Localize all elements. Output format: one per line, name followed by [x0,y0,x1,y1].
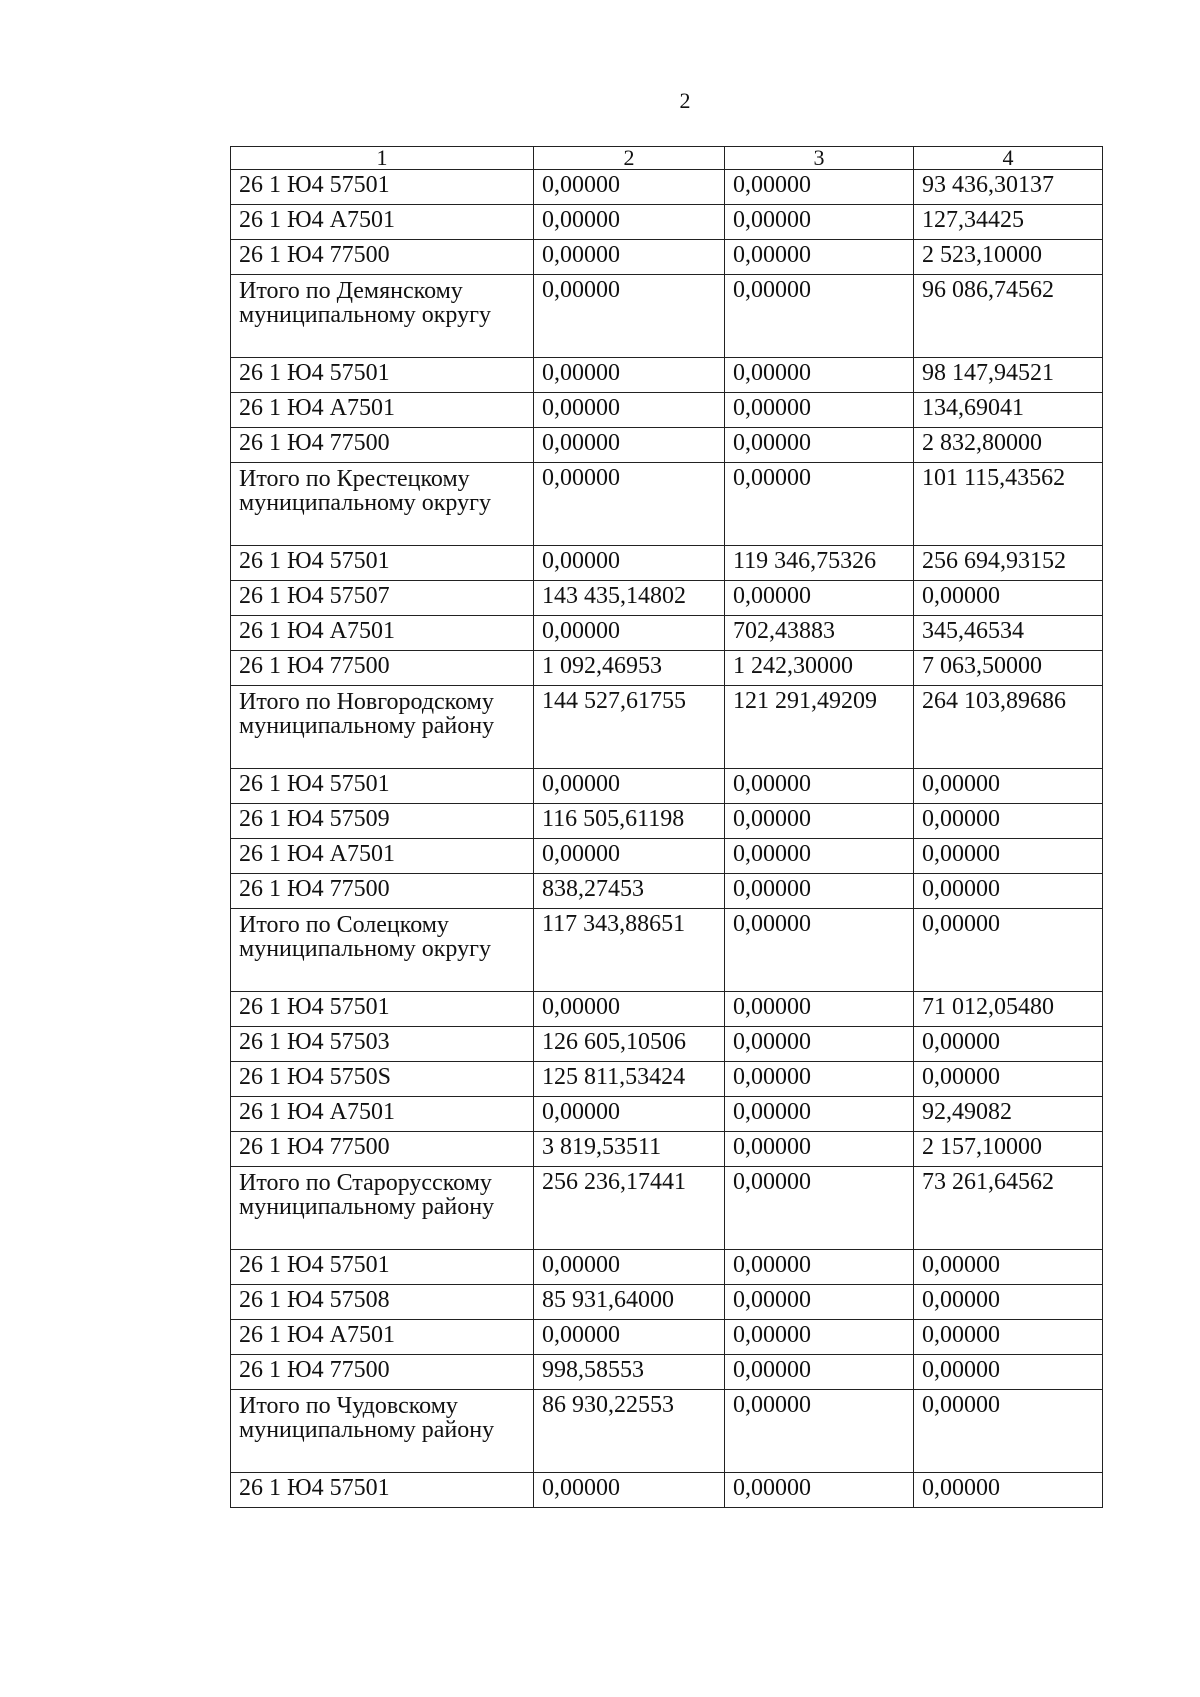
value-cell-col3: 0,00000 [725,1027,914,1062]
value-cell-col3: 0,00000 [725,1132,914,1167]
value-cell-col3: 0,00000 [725,804,914,839]
code-cell: 26 1 Ю4 57501 [231,992,534,1027]
value-cell-col4: 0,00000 [914,1320,1103,1355]
value-cell-col3: 121 291,49209 [725,686,914,769]
page-number: 2 [679,88,691,113]
value-cell-col2: 116 505,61198 [534,804,725,839]
code-cell: 26 1 Ю4 57503 [231,1027,534,1062]
value-cell-col3: 0,00000 [725,170,914,205]
value-cell-col3: 0,00000 [725,358,914,393]
table-row [231,1097,1103,1132]
value-cell-col3: 0,00000 [725,1285,914,1320]
column-header: 2 [534,147,725,170]
value-cell-col4: 0,00000 [914,839,1103,874]
code-cell: 26 1 Ю4 57508 [231,1285,534,1320]
code-cell: 26 1 Ю4 57501 [231,1250,534,1285]
value-cell-col2: 143 435,14802 [534,581,725,616]
table-row [231,581,1103,616]
code-cell: 26 1 Ю4 77500 [231,428,534,463]
table-row [231,992,1103,1027]
value-cell-col4: 71 012,05480 [914,992,1103,1027]
value-cell-col2: 0,00000 [534,616,725,651]
subtotal-label: Итого по Солецкому муниципальному округу [231,909,534,992]
value-cell-col4: 0,00000 [914,1062,1103,1097]
table-row [231,428,1103,463]
table-row [231,393,1103,428]
value-cell-col2: 0,00000 [534,358,725,393]
value-cell-col4: 96 086,74562 [914,275,1103,358]
value-cell-col4: 92,49082 [914,1097,1103,1132]
value-cell-col3: 0,00000 [725,275,914,358]
value-cell-col4: 256 694,93152 [914,546,1103,581]
subtotal-label: Итого по Крестецкому муниципальному округу [231,463,534,546]
value-cell-col3: 119 346,75326 [725,546,914,581]
value-cell-col2: 0,00000 [534,769,725,804]
value-cell-col3: 0,00000 [725,205,914,240]
value-cell-col4: 73 261,64562 [914,1167,1103,1250]
table-row [231,205,1103,240]
value-cell-col4: 2 523,10000 [914,240,1103,275]
value-cell-col2: 0,00000 [534,463,725,546]
value-cell-col4: 127,34425 [914,205,1103,240]
value-cell-col2: 0,00000 [534,240,725,275]
value-cell-col4: 0,00000 [914,581,1103,616]
value-cell-col2: 0,00000 [534,428,725,463]
value-cell-col3: 0,00000 [725,1097,914,1132]
subtotal-row [231,1390,1103,1473]
header-row [231,147,1103,170]
value-cell-col2: 0,00000 [534,1097,725,1132]
table-row [231,1320,1103,1355]
subtotal-row [231,275,1103,358]
value-cell-col4: 0,00000 [914,804,1103,839]
value-cell-col4: 0,00000 [914,874,1103,909]
value-cell-col2: 125 811,53424 [534,1062,725,1097]
value-cell-col2: 0,00000 [534,546,725,581]
value-cell-col3: 0,00000 [725,1473,914,1508]
table-row [231,1027,1103,1062]
value-cell-col3: 0,00000 [725,874,914,909]
subtotal-label: Итого по Новгородскому муниципальному району [231,686,534,769]
value-cell-col2: 0,00000 [534,1250,725,1285]
value-cell-col3: 0,00000 [725,393,914,428]
code-cell: 26 1 Ю4 А7501 [231,616,534,651]
table-row [231,1062,1103,1097]
value-cell-col2: 3 819,53511 [534,1132,725,1167]
value-cell-col3: 0,00000 [725,1320,914,1355]
value-cell-col4: 0,00000 [914,1250,1103,1285]
value-cell-col2: 86 930,22553 [534,1390,725,1473]
value-cell-col2: 0,00000 [534,992,725,1027]
value-cell-col4: 2 832,80000 [914,428,1103,463]
code-cell: 26 1 Ю4 5750S [231,1062,534,1097]
code-cell: 26 1 Ю4 А7501 [231,839,534,874]
table-row [231,1355,1103,1390]
code-cell: 26 1 Ю4 А7501 [231,393,534,428]
table-row [231,616,1103,651]
table-row [231,651,1103,686]
table-row [231,170,1103,205]
value-cell-col4: 134,69041 [914,393,1103,428]
value-cell-col2: 0,00000 [534,393,725,428]
table-row [231,1473,1103,1508]
code-cell: 26 1 Ю4 А7501 [231,1097,534,1132]
value-cell-col3: 0,00000 [725,581,914,616]
value-cell-col4: 264 103,89686 [914,686,1103,769]
value-cell-col2: 0,00000 [534,205,725,240]
table-row [231,358,1103,393]
table-row [231,240,1103,275]
code-cell: 26 1 Ю4 77500 [231,240,534,275]
value-cell-col2: 1 092,46953 [534,651,725,686]
value-cell-col3: 0,00000 [725,1167,914,1250]
subtotal-row [231,463,1103,546]
value-cell-col3: 0,00000 [725,240,914,275]
table-row [231,874,1103,909]
code-cell: 26 1 Ю4 57501 [231,170,534,205]
table-row [231,1250,1103,1285]
value-cell-col4: 0,00000 [914,909,1103,992]
code-cell: 26 1 Ю4 77500 [231,651,534,686]
table-row [231,1285,1103,1320]
value-cell-col2: 0,00000 [534,275,725,358]
table-header [231,147,1103,170]
value-cell-col4: 7 063,50000 [914,651,1103,686]
subtotal-label: Итого по Демянскому муниципальному округу [231,275,534,358]
value-cell-col4: 0,00000 [914,769,1103,804]
value-cell-col4: 0,00000 [914,1027,1103,1062]
code-cell: 26 1 Ю4 77500 [231,874,534,909]
value-cell-col3: 0,00000 [725,839,914,874]
value-cell-col2: 144 527,61755 [534,686,725,769]
value-cell-col4: 93 436,30137 [914,170,1103,205]
value-cell-col2: 0,00000 [534,839,725,874]
value-cell-col4: 345,46534 [914,616,1103,651]
table-row [231,546,1103,581]
subtotal-label: Итого по Старорусскому муниципальному району [231,1167,534,1250]
value-cell-col2: 0,00000 [534,1320,725,1355]
value-cell-col2: 85 931,64000 [534,1285,725,1320]
code-cell: 26 1 Ю4 57501 [231,769,534,804]
table-row [231,839,1103,874]
column-header: 4 [914,147,1103,170]
value-cell-col2: 0,00000 [534,170,725,205]
value-cell-col4: 98 147,94521 [914,358,1103,393]
value-cell-col4: 101 115,43562 [914,463,1103,546]
subtotal-label: Итого по Чудовскому муниципальному району [231,1390,534,1473]
code-cell: 26 1 Ю4 А7501 [231,1320,534,1355]
budget-table [230,146,1103,1508]
code-cell: 26 1 Ю4 57501 [231,358,534,393]
value-cell-col4: 0,00000 [914,1355,1103,1390]
value-cell-col2: 998,58553 [534,1355,725,1390]
code-cell: 26 1 Ю4 57501 [231,546,534,581]
value-cell-col3: 0,00000 [725,769,914,804]
value-cell-col3: 0,00000 [725,1390,914,1473]
code-cell: 26 1 Ю4 57507 [231,581,534,616]
column-header: 1 [231,147,534,170]
value-cell-col2: 117 343,88651 [534,909,725,992]
code-cell: 26 1 Ю4 77500 [231,1132,534,1167]
value-cell-col2: 256 236,17441 [534,1167,725,1250]
subtotal-row [231,686,1103,769]
value-cell-col3: 0,00000 [725,463,914,546]
value-cell-col4: 2 157,10000 [914,1132,1103,1167]
value-cell-col4: 0,00000 [914,1390,1103,1473]
value-cell-col4: 0,00000 [914,1285,1103,1320]
value-cell-col3: 0,00000 [725,1250,914,1285]
value-cell-col2: 0,00000 [534,1473,725,1508]
value-cell-col2: 126 605,10506 [534,1027,725,1062]
table-row [231,804,1103,839]
code-cell: 26 1 Ю4 77500 [231,1355,534,1390]
value-cell-col3: 0,00000 [725,428,914,463]
code-cell: 26 1 Ю4 57509 [231,804,534,839]
subtotal-row [231,1167,1103,1250]
subtotal-row [231,909,1103,992]
value-cell-col2: 838,27453 [534,874,725,909]
value-cell-col3: 702,43883 [725,616,914,651]
table-body [231,170,1103,1508]
table-row [231,1132,1103,1167]
table-row [231,769,1103,804]
value-cell-col3: 0,00000 [725,1355,914,1390]
value-cell-col3: 0,00000 [725,1062,914,1097]
value-cell-col4: 0,00000 [914,1473,1103,1508]
value-cell-col3: 0,00000 [725,992,914,1027]
value-cell-col3: 0,00000 [725,909,914,992]
value-cell-col3: 1 242,30000 [725,651,914,686]
column-header: 3 [725,147,914,170]
code-cell: 26 1 Ю4 А7501 [231,205,534,240]
code-cell: 26 1 Ю4 57501 [231,1473,534,1508]
